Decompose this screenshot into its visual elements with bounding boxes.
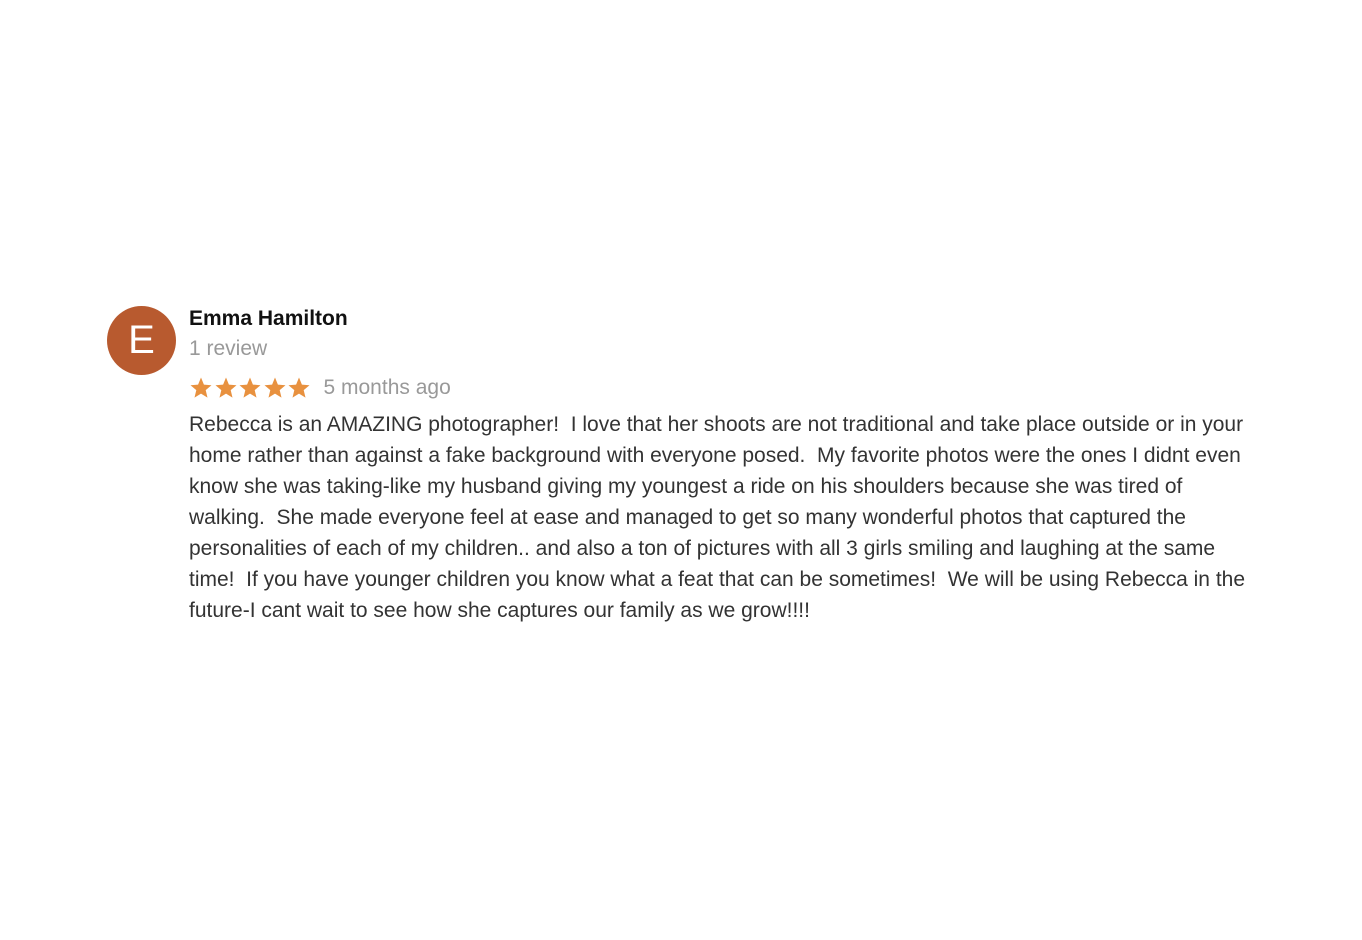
star-rating [189,376,312,400]
avatar[interactable]: E [107,306,176,375]
star-icon [287,376,311,400]
author-name[interactable]: Emma Hamilton [189,307,348,330]
star-icon [263,376,287,400]
star-icon [189,376,213,400]
review-count[interactable]: 1 review [189,337,268,360]
star-icon [238,376,262,400]
review-text: Rebecca is an AMAZING photographer! I love that her shoots are not traditional and take place outside or in your home rather than against a fake background with everyone posed. My favorite photos were the ones I didnt even know she was taking-like my husband giving my youngest a ride on his shoulders because she was tired of walking. She made everyone feel at ease and managed to get so many wonderful photos that captured the personalities of each of my children.. and also a ton of pictures with all 3 girls smiling and laughing at the same time! If you have younger children you know what a feat that can be sometimes! We will be using Rebecca in the future-I cant wait to see how she captures our family as we grow!!!! [189,413,1246,622]
star-icon [214,376,238,400]
review-time: 5 months ago [323,376,451,399]
review-body [189,306,1247,626]
review-meta [189,373,1247,403]
